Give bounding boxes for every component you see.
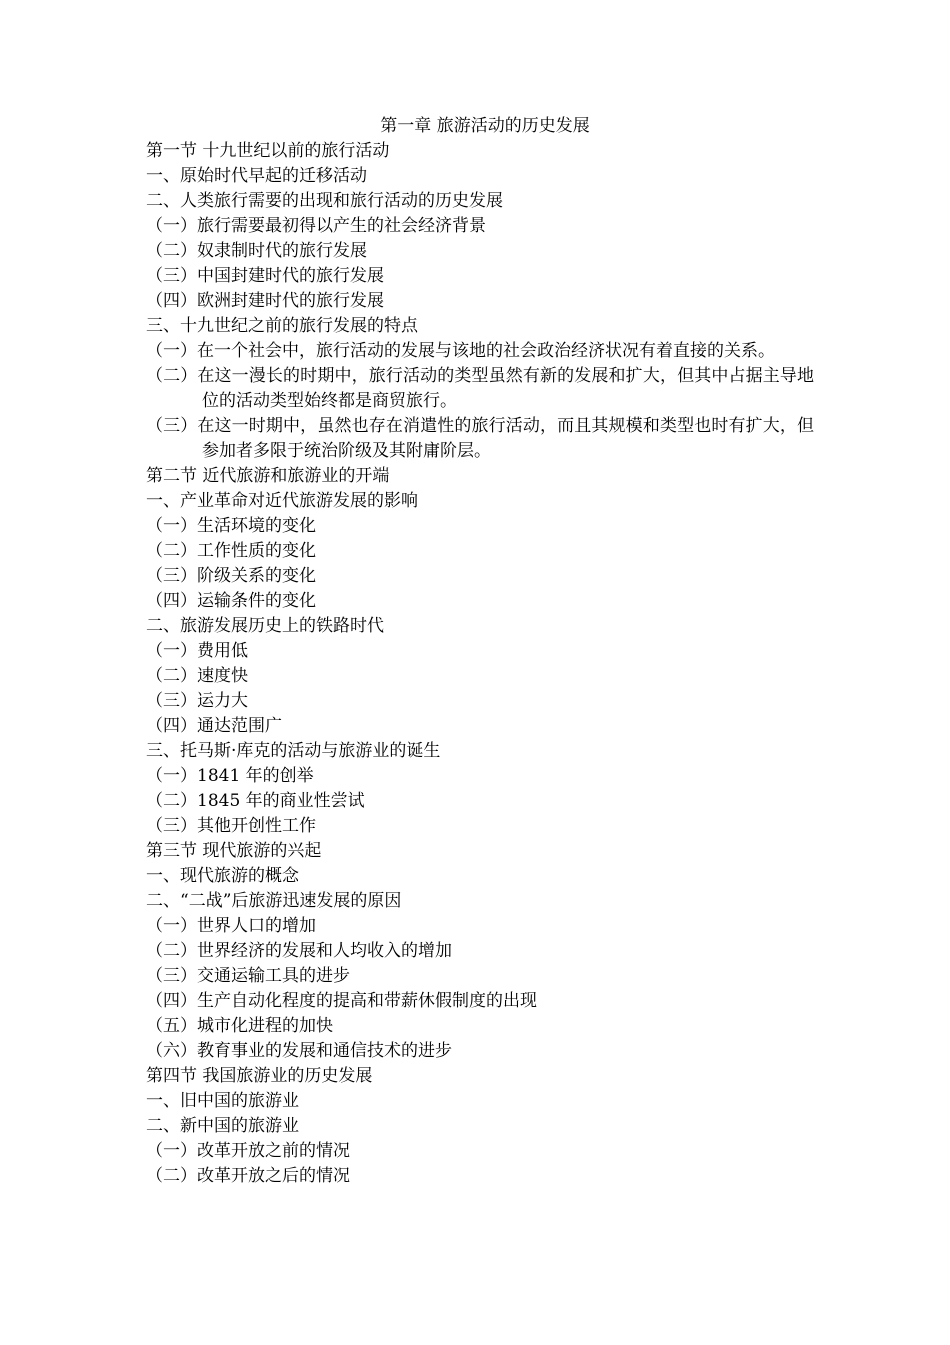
outline-subitem-paragraph: （三）在这一时期中，虽然也存在消遣性的旅行活动，而且其规模和类型也时有扩大，但参加者多限于统治阶级及其附庸阶层。 bbox=[146, 416, 814, 461]
outline-subitem: （一）生活环境的变化 bbox=[146, 516, 316, 536]
outline-subitem-paragraph: （一）在一个社会中，旅行活动的发展与该地的社会政治经济状况有着直接的关系。 bbox=[146, 341, 775, 361]
outline-subitem: （一）1841 年的创举 bbox=[146, 766, 314, 786]
outline-subitem: （一）费用低 bbox=[146, 641, 248, 661]
outline-subitem: （二）速度快 bbox=[146, 666, 248, 686]
outline-subitem: （三）交通运输工具的进步 bbox=[146, 966, 350, 986]
outline-subitem: （三）中国封建时代的旅行发展 bbox=[146, 266, 384, 286]
outline-subitem: （四）通达范围广 bbox=[146, 716, 282, 736]
outline-subitem: （五）城市化进程的加快 bbox=[146, 1016, 333, 1036]
outline-subitem: （六）教育事业的发展和通信技术的进步 bbox=[146, 1041, 452, 1061]
outline-subitem: （二）1845 年的商业性尝试 bbox=[146, 791, 365, 811]
outline-item: 二、新中国的旅游业 bbox=[146, 1116, 299, 1136]
section-heading: 第三节 现代旅游的兴起 bbox=[146, 841, 322, 861]
outline-subitem: （四）生产自动化程度的提高和带薪休假制度的出现 bbox=[146, 991, 537, 1011]
outline-subitem: （二）工作性质的变化 bbox=[146, 541, 316, 561]
outline-subitem: （四）欧洲封建时代的旅行发展 bbox=[146, 291, 384, 311]
section-heading: 第二节 近代旅游和旅游业的开端 bbox=[146, 466, 390, 486]
outline-item: 一、原始时代早起的迁移活动 bbox=[146, 166, 367, 186]
outline-subitem: （四）运输条件的变化 bbox=[146, 591, 316, 611]
outline-item: 二、旅游发展历史上的铁路时代 bbox=[146, 616, 384, 636]
outline-subitem: （三）运力大 bbox=[146, 691, 248, 711]
outline-subitem: （三）阶级关系的变化 bbox=[146, 566, 316, 586]
outline-item: 一、产业革命对近代旅游发展的影响 bbox=[146, 491, 418, 511]
outline-subitem: （一）世界人口的增加 bbox=[146, 916, 316, 936]
outline-item: 一、旧中国的旅游业 bbox=[146, 1091, 299, 1111]
outline-subitem-paragraph: （二）在这一漫长的时期中，旅行活动的类型虽然有新的发展和扩大，但其中占据主导地位的活动类型始终都是商贸旅行。 bbox=[146, 366, 814, 411]
chapter-title: 第一章 旅游活动的历史发展 bbox=[380, 116, 590, 136]
outline-subitem: （一）旅行需要最初得以产生的社会经济背景 bbox=[146, 216, 486, 236]
outline-subitem: （三）其他开创性工作 bbox=[146, 816, 316, 836]
outline-subitem: （一）改革开放之前的情况 bbox=[146, 1141, 350, 1161]
outline-subitem: （二）改革开放之后的情况 bbox=[146, 1166, 350, 1186]
outline-subitem: （二）奴隶制时代的旅行发展 bbox=[146, 241, 367, 261]
outline-subitem: （二）世界经济的发展和人均收入的增加 bbox=[146, 941, 452, 961]
outline-item: 三、托马斯·库克的活动与旅游业的诞生 bbox=[146, 741, 441, 761]
section-heading: 第四节 我国旅游业的历史发展 bbox=[146, 1066, 373, 1086]
outline-item: 三、十九世纪之前的旅行发展的特点 bbox=[146, 316, 418, 336]
outline-item: 二、“二战”后旅游迅速发展的原因 bbox=[146, 891, 402, 911]
document-body bbox=[146, 114, 814, 1189]
section-heading: 第一节 十九世纪以前的旅行活动 bbox=[146, 141, 390, 161]
outline-item: 二、人类旅行需要的出现和旅行活动的历史发展 bbox=[146, 191, 503, 211]
outline-item: 一、现代旅游的概念 bbox=[146, 866, 299, 886]
